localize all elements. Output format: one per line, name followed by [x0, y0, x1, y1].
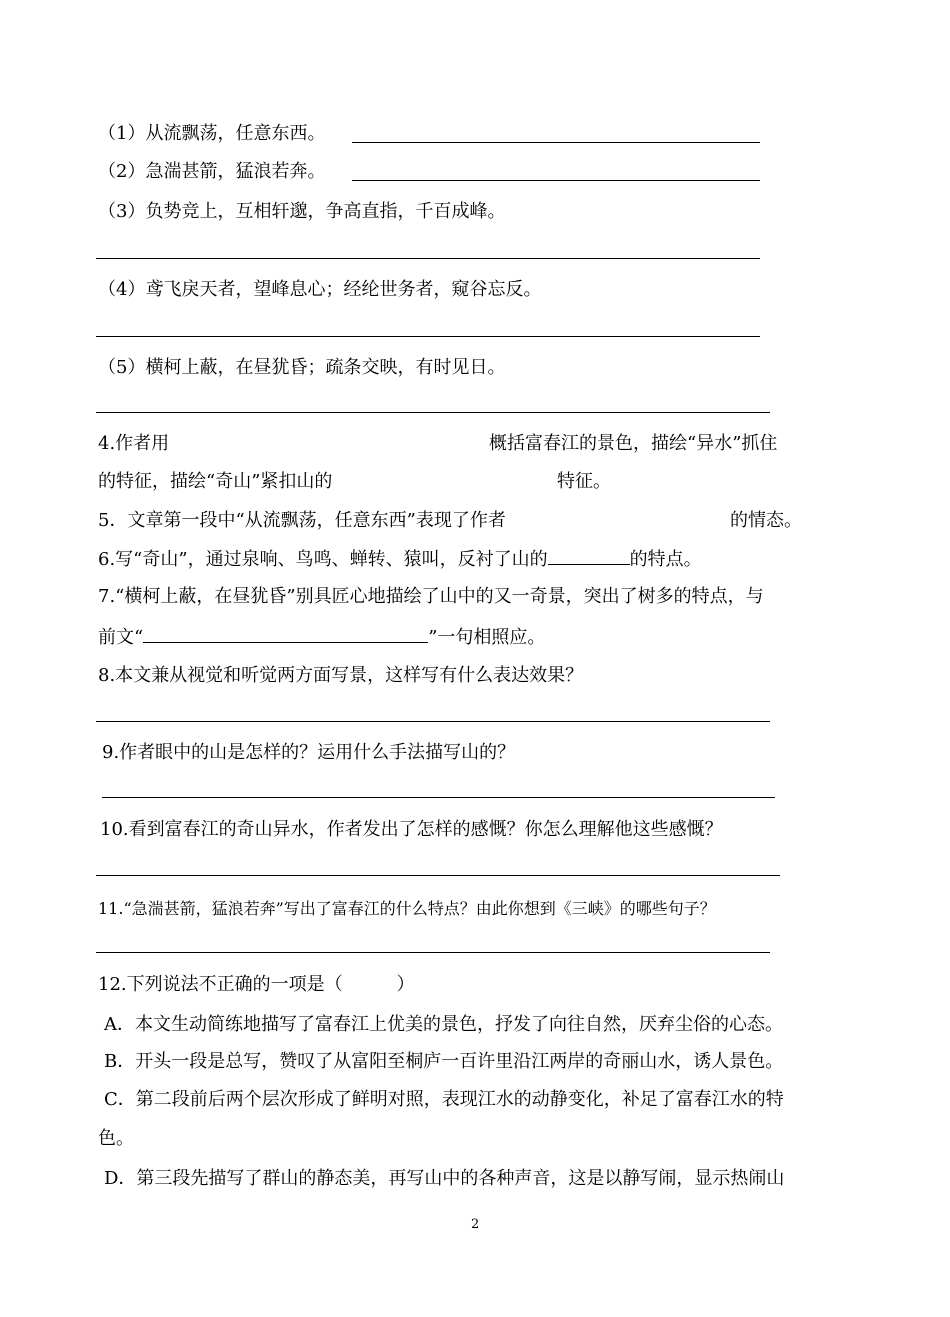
question-8: 8.本文兼从视觉和听觉两方面写景，这样写有什么表达效果？: [98, 665, 584, 686]
option-c-line2[interactable]: 色。: [98, 1128, 134, 1149]
q5-part1: 5．文章第一段中“从流飘荡，任意东西”表现了作者: [98, 510, 506, 531]
q4-part2: 概括富春江的景色，描绘“异水”抓住: [489, 433, 778, 454]
question-4-line2: [98, 470, 332, 494]
answer-line[interactable]: [96, 258, 760, 259]
translate-q1: （1）从流飘荡，任意东西。: [98, 123, 326, 144]
option-a[interactable]: A．本文生动简练地描写了富春江上优美的景色，抒发了向往自然，厌弃尘俗的心态。: [104, 1014, 783, 1035]
page-number: 2: [471, 1217, 480, 1232]
question-4-line1-b: [489, 432, 777, 456]
q4-part1: 4.作者用: [98, 433, 170, 454]
q7-part1: 前文“: [98, 627, 144, 648]
option-d[interactable]: D．第三段先描写了群山的静态美，再写山中的各种声音，这是以静写闹，显示热闹山: [104, 1168, 785, 1189]
answer-line[interactable]: [96, 412, 770, 413]
q7-part2: ”一句相照应。: [428, 627, 546, 648]
question-4-line1: [98, 432, 169, 456]
answer-line[interactable]: [96, 336, 760, 337]
question-10: 10.看到富春江的奇山异水，作者发出了怎样的感慨？你怎么理解他这些感慨？: [100, 819, 723, 840]
q4-part4: 特征。: [557, 471, 611, 492]
question-6: [98, 546, 702, 572]
option-c-line1[interactable]: C．第二段前后两个层次形成了鲜明对照，表现江水的动静变化，补足了富春江水的特: [104, 1089, 784, 1110]
translate-q3: （3）负势竞上，互相轩邈，争高直指，千百成峰。: [98, 201, 506, 222]
question-11: 11.“急湍甚箭，猛浪若奔”写出了富春江的什么特点？由此你想到《三峡》的哪些句子？: [98, 899, 716, 918]
option-b[interactable]: B．开头一段是总写，赞叹了从富阳至桐庐一百许里沿江两岸的奇丽山水，诱人景色。: [104, 1051, 784, 1072]
translate-q5: （5）横柯上蔽，在昼犹昏；疏条交映，有时见日。: [98, 357, 506, 378]
q4-part3: 的特征，描绘“奇山”紧扣山的: [98, 471, 333, 492]
question-7-line2: [98, 624, 545, 650]
answer-line[interactable]: [96, 875, 780, 876]
question-12-stem: 12.下列说法不正确的一项是（ ）: [98, 974, 415, 995]
answer-line[interactable]: [96, 721, 770, 722]
q7-blank[interactable]: [143, 624, 428, 643]
q6-part1: 6.写“奇山”，通过泉响、鸟鸣、蝉转、猿叫，反衬了山的: [98, 549, 548, 570]
answer-line[interactable]: [352, 142, 760, 143]
q5-part2: 的情态。: [730, 510, 802, 531]
question-5: [98, 509, 506, 533]
question-9: 9.作者眼中的山是怎样的？运用什么手法描写山的？: [102, 742, 516, 763]
question-7-line1: 7.“横柯上蔽，在昼犹昏”别具匠心地描绘了山中的又一奇景，突出了树多的特点，与: [98, 586, 764, 607]
q6-blank[interactable]: [548, 546, 630, 565]
translate-q4: （4）鸢飞戾天者，望峰息心；经纶世务者，窥谷忘反。: [98, 279, 542, 300]
answer-line[interactable]: [352, 180, 760, 181]
question-4-line2-b: [557, 470, 611, 494]
question-5-b: [730, 509, 802, 533]
q6-part2: 的特点。: [629, 549, 702, 570]
translate-q2: （2）急湍甚箭，猛浪若奔。: [98, 161, 326, 182]
answer-line[interactable]: [102, 797, 775, 798]
answer-line[interactable]: [96, 952, 770, 953]
